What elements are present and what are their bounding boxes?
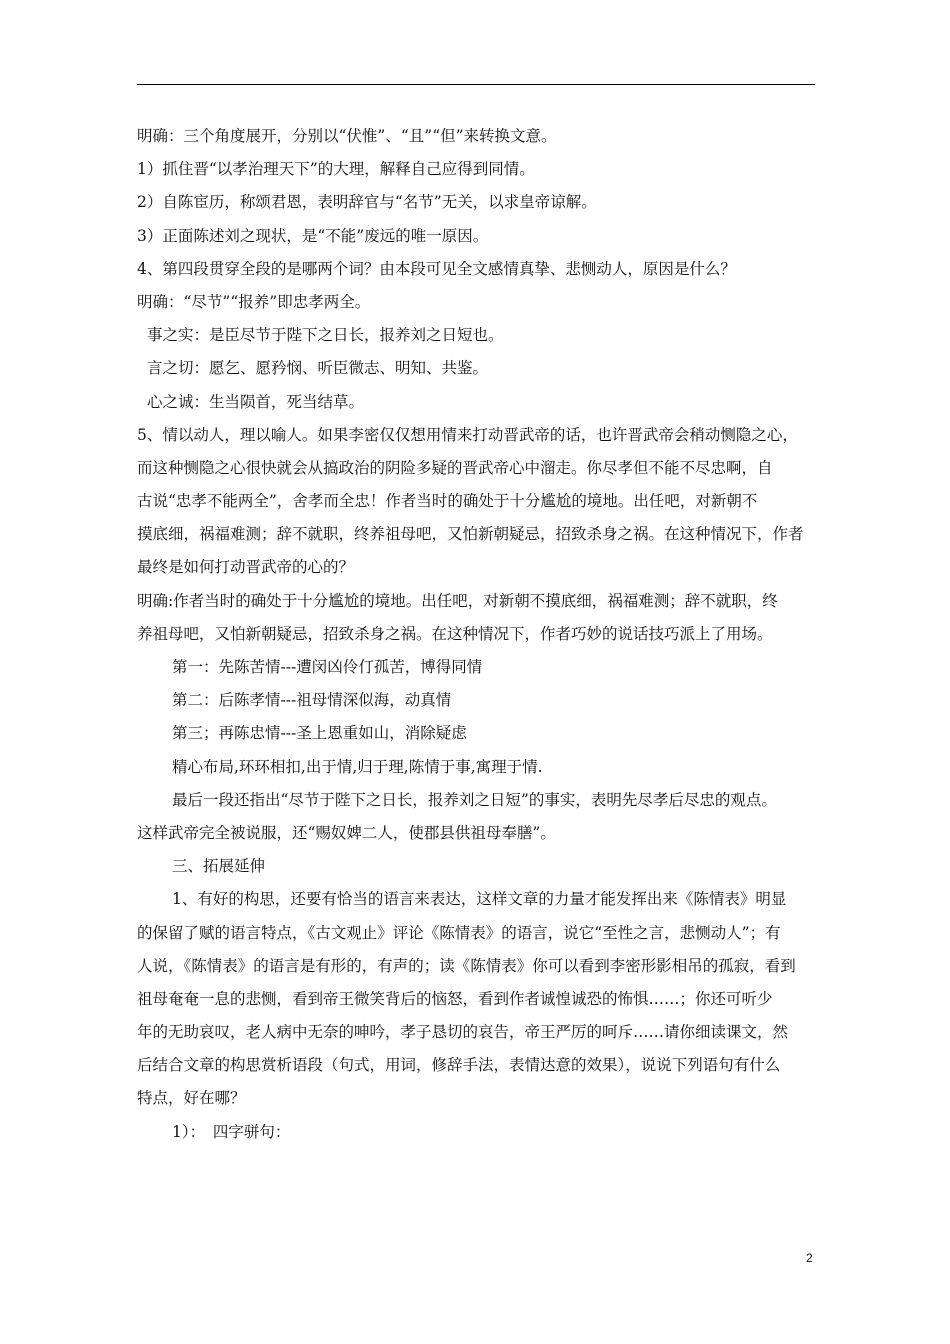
text-line: 年的无助哀叹，老人病中无奈的呻吟，孝子恳切的哀告，帝王严厉的呵斥……请你细读课文，然 [137, 1023, 789, 1042]
text-line: 最终是如何打动晋武帝的心的？ [137, 558, 355, 577]
text-line: 心之诚：生当陨首，死当结草。 [147, 392, 365, 411]
text-line: 摸底细，祸福难测；辞不就职，终养祖母吧，又怕新朝疑忌，招致杀身之祸。在这种情况下，作者 [137, 525, 804, 544]
text-line: 明确：“尽节”“报养”即忠孝两全。 [137, 292, 371, 311]
text-line: 3）正面陈述刘之现状，是“不能”废远的唯一原因。 [137, 226, 489, 245]
question-heading: 4、第四段贯穿全段的是哪两个词？由本段可见全文感情真挚、悲恻动人，原因是什么？ [137, 259, 736, 278]
text-line: 第二：后陈孝情---祖母情深似海，动真情 [172, 691, 452, 710]
text-line: 1）抓住晋“以孝治理天下”的大理，解释自己应得到同情。 [137, 160, 535, 179]
text-line: 人说，《陈情表》的语言是有形的，有声的；读《陈情表》你可以看到李密形影相吊的孤寂，看到 [137, 956, 796, 975]
text-line: 第三；再陈忠情---圣上恩重如山，消除疑虑 [172, 724, 467, 743]
text-line: 祖母奄奄一息的悲恻，看到帝王微笑背后的恼怒，看到作者诚惶诚恐的怖惧……；你还可听少 [137, 989, 773, 1008]
text-line: 而这种恻隐之心很快就会从搞政治的阴险多疑的晋武帝心中溜走。你尽孝但不能不尽忠啊，自 [137, 458, 773, 477]
text-line: 特点，好在哪？ [137, 1089, 246, 1108]
text-line: 明确：三个角度展开，分别以“伏惟”、“且”“但”来转换文意。 [137, 127, 557, 145]
header-rule [137, 84, 815, 85]
text-line: 后结合文章的构思赏析语段（句式，用词，修辞手法，表情达意的效果），说说下列语句有什么 [137, 1056, 781, 1075]
text-line: 古说“忠孝不能两全”，舍孝而全忠！作者当时的确处于十分尴尬的境地。出任吧，对新朝不 [137, 492, 758, 511]
text-line: 1、有好的构思，还要有恰当的语言来表达，这样文章的力量才能发挥出来《陈情表》明显 [172, 890, 787, 909]
text-line: 1）： 四字骈句： [172, 1122, 291, 1141]
text-line: 精心布局,环环相扣,出于情,归于理,陈情于事,寓理于情. [172, 757, 543, 776]
section-heading: 三、拓展延伸 [172, 857, 266, 876]
document-body [137, 120, 817, 1149]
text-line: 2）自陈宦历，称颂君恩，表明辞官与“名节”无关，以求皇帝谅解。 [137, 193, 597, 212]
text-line: 事之实：是臣尽节于陛下之日长，报养刘之日短也。 [147, 326, 504, 345]
question-heading: 5、情以动人，理以喻人。如果李密仅仅想用情来打动晋武帝的话，也许晋武帝会稍动恻隐之心， [137, 425, 798, 444]
text-line: 言之切：愿乞、愿矜悯、听臣微志、明知、共鉴。 [147, 359, 489, 378]
text-line: 最后一段还指出“尽节于陛下之日长，报养刘之日短”的事实，表明先尽孝后尽忠的观点。 [172, 790, 777, 809]
text-line: 这样武帝完全被说服，还“赐奴婢二人，使郡县供祖母奉膳”。 [137, 823, 556, 842]
page-number: 2 [806, 1251, 813, 1265]
text-line: 第一：先陈苦情---遭闵凶伶仃孤苦，博得同情 [172, 658, 483, 676]
text-line: 明确:作者当时的确处于十分尴尬的境地。出任吧，对新朝不摸底细，祸福难测；辞不就职，终 [137, 591, 778, 610]
text-line: 养祖母吧，又怕新朝疑忌，招致杀身之祸。在这种情况下，作者巧妙的说话技巧派上了用场。 [137, 624, 773, 643]
text-line: 的保留了赋的语言特点，《古文观止》评论《陈情表》的语言，说它“至性之言，悲恻动人”；有 [137, 923, 781, 942]
